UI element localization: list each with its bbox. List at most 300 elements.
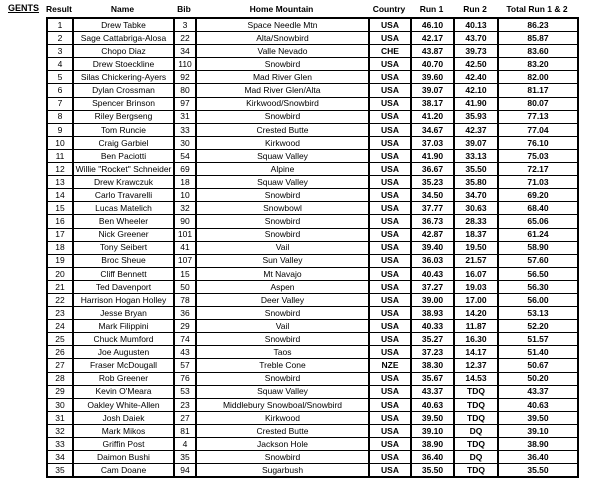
cell-run2: 19.03 (454, 280, 498, 293)
cell-bib: 76 (174, 372, 196, 385)
table-row (47, 333, 578, 346)
cell-result: 3 (47, 45, 73, 58)
cell-run2: 42.37 (454, 123, 498, 136)
cell-bib: 30 (174, 136, 196, 149)
cell-total: 50.67 (498, 359, 578, 372)
cell-country: USA (369, 424, 411, 437)
cell-name: Lucas Matelich (73, 202, 174, 215)
cell-run2: 42.40 (454, 71, 498, 84)
cell-run1: 35.23 (411, 176, 454, 189)
cell-bib: 31 (174, 110, 196, 123)
cell-name: Harrison Hogan Holley (73, 293, 174, 306)
table-row (47, 58, 578, 71)
cell-home-mountain: Jackson Hole (196, 438, 369, 451)
cell-bib: 15 (174, 267, 196, 280)
table-row (47, 241, 578, 254)
cell-run2: 28.33 (454, 215, 498, 228)
cell-result: 16 (47, 215, 73, 228)
table-row (47, 280, 578, 293)
cell-total: 57.60 (498, 254, 578, 267)
cell-home-mountain: Snowbird (196, 307, 369, 320)
cell-run1: 40.70 (411, 58, 454, 71)
cell-run1: 39.60 (411, 71, 454, 84)
cell-name: Cliff Bennett (73, 267, 174, 280)
cell-country: USA (369, 411, 411, 424)
cell-country: USA (369, 110, 411, 123)
cell-bib: 101 (174, 228, 196, 241)
cell-name: Ben Paciotti (73, 149, 174, 162)
cell-run2: 16.07 (454, 267, 498, 280)
cell-run1: 39.00 (411, 293, 454, 306)
cell-total: 58.90 (498, 241, 578, 254)
cell-home-mountain: Snowbird (196, 215, 369, 228)
cell-home-mountain: Deer Valley (196, 293, 369, 306)
cell-run2: 21.57 (454, 254, 498, 267)
cell-total: 36.40 (498, 451, 578, 464)
cell-total: 39.10 (498, 424, 578, 437)
table-row (47, 293, 578, 306)
cell-total: 85.87 (498, 32, 578, 45)
cell-bib: 81 (174, 424, 196, 437)
cell-run1: 43.37 (411, 385, 454, 398)
cell-home-mountain: Snowbird (196, 372, 369, 385)
cell-country: USA (369, 451, 411, 464)
table-row (47, 136, 578, 149)
cell-result: 35 (47, 464, 73, 478)
cell-run2: 19.50 (454, 241, 498, 254)
cell-name: Mark Filippini (73, 320, 174, 333)
cell-run2: 12.37 (454, 359, 498, 372)
table-row (47, 215, 578, 228)
cell-bib: 35 (174, 451, 196, 464)
cell-country: USA (369, 136, 411, 149)
cell-name: Drew Tabke (73, 18, 174, 32)
cell-bib: 80 (174, 84, 196, 97)
cell-home-mountain: Aspen (196, 280, 369, 293)
cell-country: USA (369, 307, 411, 320)
cell-total: 72.17 (498, 163, 578, 176)
cell-result: 5 (47, 71, 73, 84)
cell-run1: 39.10 (411, 424, 454, 437)
cell-result: 34 (47, 451, 73, 464)
cell-name: Craig Garbiel (73, 136, 174, 149)
cell-run2: 39.07 (454, 136, 498, 149)
cell-bib: 69 (174, 163, 196, 176)
cell-bib: 34 (174, 45, 196, 58)
cell-bib: 27 (174, 411, 196, 424)
table-row (47, 411, 578, 424)
cell-total: 53.13 (498, 307, 578, 320)
cell-result: 7 (47, 97, 73, 110)
cell-name: Drew Krawczuk (73, 176, 174, 189)
cell-name: Mark Mikos (73, 424, 174, 437)
cell-result: 22 (47, 293, 73, 306)
cell-name: Chopo Diaz (73, 45, 174, 58)
cell-country: USA (369, 149, 411, 162)
cell-run2: 14.53 (454, 372, 498, 385)
table-row (47, 320, 578, 333)
cell-bib: 3 (174, 18, 196, 32)
cell-country: USA (369, 32, 411, 45)
cell-run1: 36.03 (411, 254, 454, 267)
cell-name: Dylan Crossman (73, 84, 174, 97)
cell-run2: 39.73 (454, 45, 498, 58)
cell-total: 86.23 (498, 18, 578, 32)
cell-country: USA (369, 58, 411, 71)
sheet-label-gents: GENTS (8, 3, 40, 13)
cell-run1: 37.03 (411, 136, 454, 149)
cell-home-mountain: Treble Cone (196, 359, 369, 372)
cell-result: 1 (47, 18, 73, 32)
cell-home-mountain: Sun Valley (196, 254, 369, 267)
cell-run1: 40.43 (411, 267, 454, 280)
cell-run2: 18.37 (454, 228, 498, 241)
cell-country: USA (369, 71, 411, 84)
cell-total: 75.03 (498, 149, 578, 162)
cell-home-mountain: Snowbird (196, 451, 369, 464)
cell-country: USA (369, 464, 411, 478)
cell-result: 9 (47, 123, 73, 136)
cell-home-mountain: Kirkwood (196, 136, 369, 149)
table-row (47, 149, 578, 162)
cell-result: 31 (47, 411, 73, 424)
table-row (47, 254, 578, 267)
cell-name: Joe Augusten (73, 346, 174, 359)
cell-total: 83.60 (498, 45, 578, 58)
cell-home-mountain: Crested Butte (196, 424, 369, 437)
cell-run2: 14.17 (454, 346, 498, 359)
cell-total: 50.20 (498, 372, 578, 385)
cell-bib: 10 (174, 189, 196, 202)
table-row (47, 84, 578, 97)
cell-run1: 35.27 (411, 333, 454, 346)
cell-country: USA (369, 346, 411, 359)
cell-total: 81.17 (498, 84, 578, 97)
cell-total: 39.50 (498, 411, 578, 424)
cell-home-mountain: Snowbowl (196, 202, 369, 215)
cell-total: 56.30 (498, 280, 578, 293)
cell-run1: 38.90 (411, 438, 454, 451)
cell-total: 56.50 (498, 267, 578, 280)
table-row (47, 424, 578, 437)
cell-home-mountain: Vail (196, 241, 369, 254)
cell-total: 35.50 (498, 464, 578, 478)
results-table (46, 17, 579, 478)
cell-bib: 90 (174, 215, 196, 228)
cell-run2: 40.13 (454, 18, 498, 32)
column-header-total-run-1-2: Total Run 1 & 2 (506, 4, 568, 14)
cell-run2: 42.50 (454, 58, 498, 71)
cell-run2: 43.70 (454, 32, 498, 45)
cell-bib: 94 (174, 464, 196, 478)
table-row (47, 202, 578, 215)
cell-run2: 11.87 (454, 320, 498, 333)
cell-home-mountain: Middlebury Snowboal/Snowbird (196, 398, 369, 411)
cell-bib: 53 (174, 385, 196, 398)
cell-result: 23 (47, 307, 73, 320)
column-header-name: Name (110, 4, 135, 14)
cell-country: USA (369, 189, 411, 202)
cell-home-mountain: Mt Navajo (196, 267, 369, 280)
cell-name: Ted Davenport (73, 280, 174, 293)
table-row (47, 438, 578, 451)
cell-run1: 39.07 (411, 84, 454, 97)
cell-country: USA (369, 398, 411, 411)
cell-home-mountain: Valle Nevado (196, 45, 369, 58)
cell-country: USA (369, 254, 411, 267)
cell-run2: 42.10 (454, 84, 498, 97)
cell-country: USA (369, 163, 411, 176)
cell-run1: 36.67 (411, 163, 454, 176)
cell-country: USA (369, 280, 411, 293)
cell-country: USA (369, 215, 411, 228)
table-row (47, 228, 578, 241)
cell-bib: 50 (174, 280, 196, 293)
cell-name: Chuck Mumford (73, 333, 174, 346)
cell-bib: 41 (174, 241, 196, 254)
cell-total: 52.20 (498, 320, 578, 333)
cell-bib: 74 (174, 333, 196, 346)
cell-run2: 17.00 (454, 293, 498, 306)
cell-bib: 110 (174, 58, 196, 71)
cell-run1: 35.50 (411, 464, 454, 478)
cell-home-mountain: Kirkwood/Snowbird (196, 97, 369, 110)
table-row (47, 71, 578, 84)
cell-result: 8 (47, 110, 73, 123)
cell-run2: DQ (454, 424, 498, 437)
cell-name: Silas Chickering-Ayers (73, 71, 174, 84)
table-row (47, 97, 578, 110)
cell-country: USA (369, 320, 411, 333)
cell-run1: 41.20 (411, 110, 454, 123)
table-row (47, 359, 578, 372)
cell-home-mountain: Space Needle Mtn (196, 18, 369, 32)
cell-name: Rob Greener (73, 372, 174, 385)
cell-country: USA (369, 84, 411, 97)
table-row (47, 110, 578, 123)
cell-total: 56.00 (498, 293, 578, 306)
cell-run1: 34.67 (411, 123, 454, 136)
cell-country: USA (369, 228, 411, 241)
cell-result: 15 (47, 202, 73, 215)
cell-result: 27 (47, 359, 73, 372)
cell-result: 4 (47, 58, 73, 71)
cell-total: 61.24 (498, 228, 578, 241)
cell-bib: 97 (174, 97, 196, 110)
cell-name: Fraser McDougall (73, 359, 174, 372)
cell-result: 14 (47, 189, 73, 202)
cell-run1: 42.87 (411, 228, 454, 241)
cell-run1: 42.17 (411, 32, 454, 45)
cell-home-mountain: Snowbird (196, 333, 369, 346)
cell-home-mountain: Snowbird (196, 189, 369, 202)
cell-total: 76.10 (498, 136, 578, 149)
column-header-run1: Run 1 (419, 4, 444, 14)
cell-country: USA (369, 267, 411, 280)
cell-run2: DQ (454, 451, 498, 464)
cell-result: 19 (47, 254, 73, 267)
cell-total: 77.13 (498, 110, 578, 123)
cell-run1: 43.87 (411, 45, 454, 58)
cell-result: 6 (47, 84, 73, 97)
cell-country: USA (369, 385, 411, 398)
cell-run2: 16.30 (454, 333, 498, 346)
cell-name: Jesse Bryan (73, 307, 174, 320)
table-row (47, 464, 578, 478)
cell-run1: 38.30 (411, 359, 454, 372)
cell-country: USA (369, 97, 411, 110)
cell-result: 13 (47, 176, 73, 189)
cell-result: 29 (47, 385, 73, 398)
cell-country: CHE (369, 45, 411, 58)
table-row (47, 123, 578, 136)
cell-total: 77.04 (498, 123, 578, 136)
cell-country: USA (369, 438, 411, 451)
table-header-row (46, 2, 577, 16)
cell-total: 71.03 (498, 176, 578, 189)
cell-home-mountain: Squaw Valley (196, 385, 369, 398)
cell-result: 32 (47, 424, 73, 437)
cell-home-mountain: Crested Butte (196, 123, 369, 136)
cell-name: Carlo Travarelli (73, 189, 174, 202)
column-header-home-mountain: Home Mountain (249, 4, 314, 14)
cell-total: 65.06 (498, 215, 578, 228)
cell-run1: 36.40 (411, 451, 454, 464)
cell-run2: 30.63 (454, 202, 498, 215)
cell-home-mountain: Mad River Glen (196, 71, 369, 84)
cell-name: Tom Runcie (73, 123, 174, 136)
cell-run1: 34.50 (411, 189, 454, 202)
cell-run1: 39.40 (411, 241, 454, 254)
cell-bib: 29 (174, 320, 196, 333)
cell-total: 82.00 (498, 71, 578, 84)
cell-name: Nick Greener (73, 228, 174, 241)
cell-run1: 38.93 (411, 307, 454, 320)
cell-result: 11 (47, 149, 73, 162)
cell-run2: TDQ (454, 411, 498, 424)
cell-result: 20 (47, 267, 73, 280)
cell-country: USA (369, 202, 411, 215)
table-row (47, 18, 578, 32)
cell-home-mountain: Snowbird (196, 110, 369, 123)
cell-result: 30 (47, 398, 73, 411)
cell-name: Drew Stoeckline (73, 58, 174, 71)
cell-result: 17 (47, 228, 73, 241)
table-row (47, 163, 578, 176)
cell-name: Oakley White-Allen (73, 398, 174, 411)
cell-bib: 36 (174, 307, 196, 320)
cell-bib: 92 (174, 71, 196, 84)
cell-bib: 54 (174, 149, 196, 162)
cell-home-mountain: Vail (196, 320, 369, 333)
cell-run1: 35.67 (411, 372, 454, 385)
cell-name: Spencer Brinson (73, 97, 174, 110)
cell-run2: 33.13 (454, 149, 498, 162)
cell-home-mountain: Kirkwood (196, 411, 369, 424)
cell-name: Kevin O'Meara (73, 385, 174, 398)
table-row (47, 189, 578, 202)
cell-country: USA (369, 123, 411, 136)
cell-bib: 57 (174, 359, 196, 372)
cell-run2: TDQ (454, 385, 498, 398)
cell-bib: 107 (174, 254, 196, 267)
cell-result: 26 (47, 346, 73, 359)
table-row (47, 176, 578, 189)
cell-run1: 41.90 (411, 149, 454, 162)
cell-run1: 37.77 (411, 202, 454, 215)
cell-name: Tony Seibert (73, 241, 174, 254)
cell-total: 83.20 (498, 58, 578, 71)
results-table-body (47, 18, 578, 477)
cell-run1: 36.73 (411, 215, 454, 228)
cell-home-mountain: Sugarbush (196, 464, 369, 478)
cell-name: Cam Doane (73, 464, 174, 478)
cell-bib: 23 (174, 398, 196, 411)
cell-run1: 40.33 (411, 320, 454, 333)
cell-country: USA (369, 18, 411, 32)
cell-name: Griffin Post (73, 438, 174, 451)
table-row (47, 267, 578, 280)
cell-name: Josh Daiek (73, 411, 174, 424)
cell-home-mountain: Alpine (196, 163, 369, 176)
cell-result: 18 (47, 241, 73, 254)
cell-country: USA (369, 293, 411, 306)
cell-result: 28 (47, 372, 73, 385)
table-row (47, 372, 578, 385)
cell-result: 33 (47, 438, 73, 451)
table-row (47, 45, 578, 58)
cell-home-mountain: Snowbird (196, 58, 369, 71)
cell-bib: 22 (174, 32, 196, 45)
cell-total: 51.40 (498, 346, 578, 359)
cell-home-mountain: Snowbird (196, 228, 369, 241)
cell-name: Sage Cattabriga-Alosa (73, 32, 174, 45)
cell-result: 21 (47, 280, 73, 293)
cell-run2: 34.70 (454, 189, 498, 202)
cell-result: 10 (47, 136, 73, 149)
table-row (47, 307, 578, 320)
table-row (47, 385, 578, 398)
cell-run2: 41.90 (454, 97, 498, 110)
cell-run1: 39.50 (411, 411, 454, 424)
cell-run2: 14.20 (454, 307, 498, 320)
cell-run1: 46.10 (411, 18, 454, 32)
cell-name: Willie "Rocket" Schneider (73, 163, 174, 176)
cell-home-mountain: Mad River Glen/Alta (196, 84, 369, 97)
cell-home-mountain: Taos (196, 346, 369, 359)
cell-result: 24 (47, 320, 73, 333)
column-header-country: Country (372, 4, 406, 14)
cell-run2: TDQ (454, 464, 498, 478)
cell-run1: 40.63 (411, 398, 454, 411)
cell-result: 12 (47, 163, 73, 176)
cell-bib: 43 (174, 346, 196, 359)
cell-total: 51.57 (498, 333, 578, 346)
cell-run2: TDQ (454, 398, 498, 411)
column-header-result: Result (46, 4, 72, 14)
cell-total: 69.20 (498, 189, 578, 202)
column-header-run2: Run 2 (463, 4, 487, 14)
cell-total: 68.40 (498, 202, 578, 215)
column-header-bib: Bib (177, 4, 191, 14)
cell-name: Daimon Bushi (73, 451, 174, 464)
cell-result: 25 (47, 333, 73, 346)
cell-country: USA (369, 372, 411, 385)
cell-bib: 4 (174, 438, 196, 451)
cell-total: 40.63 (498, 398, 578, 411)
cell-run1: 38.17 (411, 97, 454, 110)
cell-run2: TDQ (454, 438, 498, 451)
